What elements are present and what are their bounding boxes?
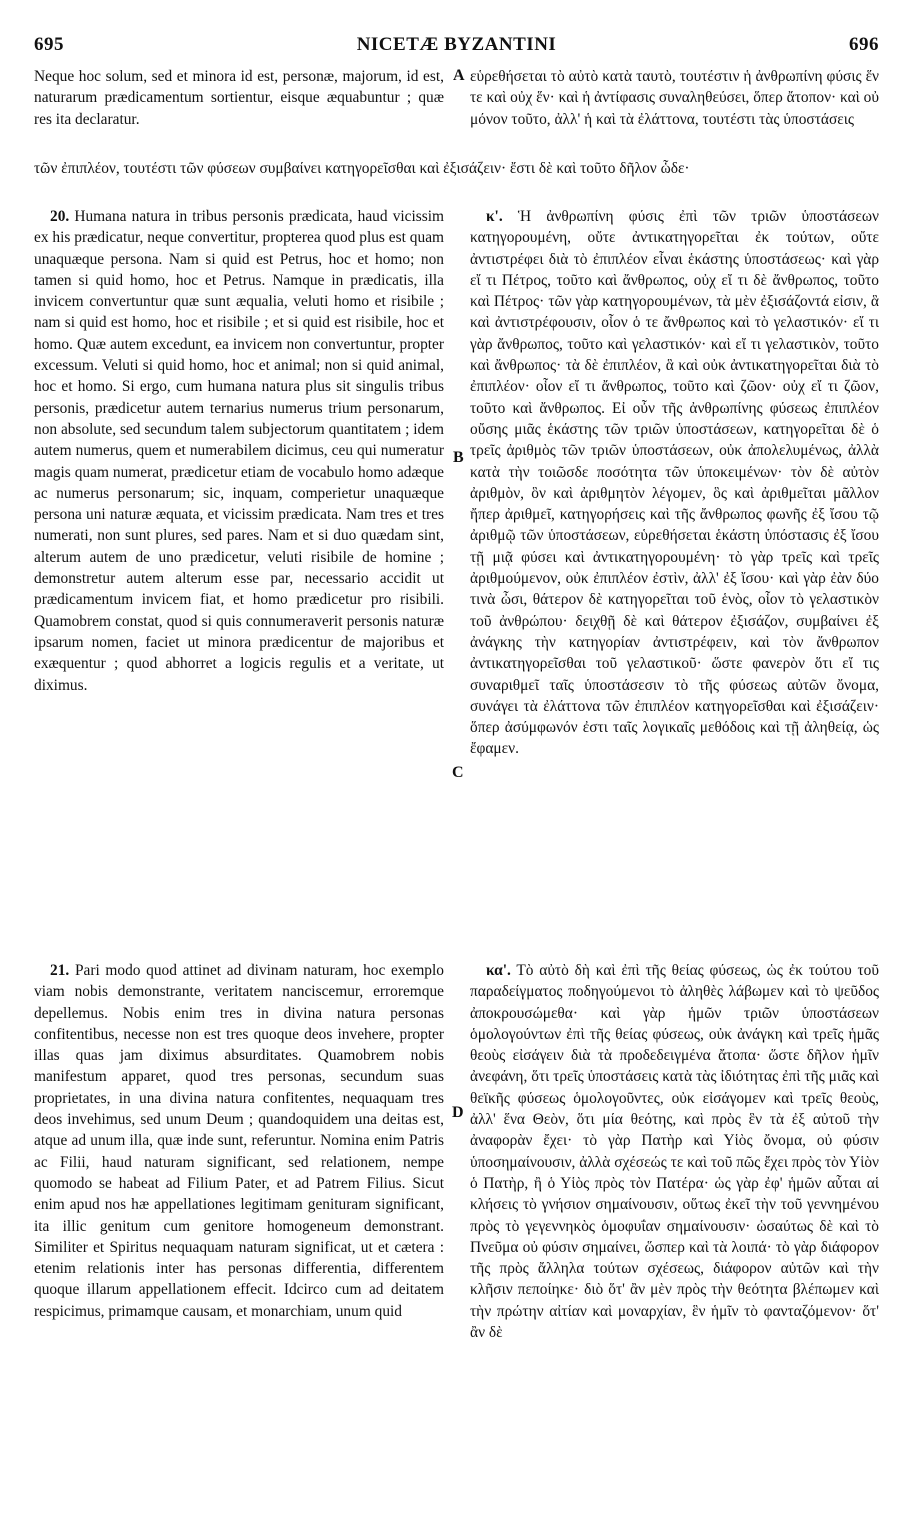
latin-section-20-text: Humana natura in tribus personis prædicata, haud vicissim ex his prædicatur, neque convertitur, propterea quod plus est quam unaquæque persona. Nam si quid est Petrus, hoc et homo; non tamen si quid homo, hoc et Petrus. Namque in prædicatis, illa invicem convertuntur quæ sunt æqualia, veluti homo et risibile ; nam si quid est homo, hoc et risibile ; et si quid est risibile, hoc et homo. Quæ autem excedunt, ea invicem non convertuntur, propter excessum. Veluti si quid homo, hoc et animal; non si quid animal, hoc et homo. Si ergo, cum humana natura plus sit singulis tribus personis, prædicetur autem ternarius numerus trium personarum, non absolute, sed secundum talem subjectorum quantitatem ; idem autem numerus, quem et numerabilem dicimus, ceu qui numeratur magis quam numerat, prædicetur etiam de vocabulo homo adæque ac numerus personarum; sic, inquam, comperietur unaquæque persona uni naturæ æquata, et vicissim prædicata. Nam tres et tres numerati, non sunt plures, sed pares. Nam et si duo quædam sint, alterum autem de uno prædicetur, veluti risibile de homine ; demonstretur autem alterum esse par, necessario accidit ut prædicamentum invicem fiat, et homo prædicetur pro risibili. Quamobrem constat, quod si quis connumeraverit personis naturæ ipsarum nomen, faciet ut minora prædicentur de majoribus et exæquentur ; quod abhorret a logicis regulis et a veritate, ut diximus. [34, 208, 444, 694]
latin-section-21-text: Pari modo quod attinet ad divinam naturam, hoc exemplo viam nobis demonstrante, veritatem nanciscemur, erroremque depellemus. Nobis enim tres in divina natura personas confitentibus, necesse non est tres quoque deos invehere, propter illas quas jam diximus absurditates. Quamobrem nobis manifestum apparet, quod tres personas, secundum suas proprietates, in una divina natura confitentes, nequaquam tres deos invehimus, sed unum Deum ; quandoquidem una deitas est, atque ad unum illa, quæ inde sunt, referuntur. Nomina enim Patris ac Filii, haud naturam significant, sed relationem, nempe quomodo se habeat ad Filium Pater, et ad Patrem Filius. Sicut enim apud nos hæ appellationes legitimam genituram significant, ita illic genitum cum genitore homogeneum demonstrant. Similiter et Spiritus nequaquam naturam significat, ut et cætera : etenim relationis inter has personas differentia, differentem quoque illarum appellationem effecit. Idcirco cum ad deitatem respicimus, primamque causam, et monarchiam, unum quid [34, 962, 444, 1320]
page-number-left: 695 [34, 34, 64, 55]
greek-full-width-line: τῶν ἐπιπλέον, τουτέστι τῶν φύσεων συμβαίνει κατηγορεῖσθαι καὶ ἐξισάζειν· ἔστι δὲ καὶ τοῦτο δῆλον ὧδε· [34, 160, 690, 177]
latin-intro-column [34, 66, 444, 130]
greek-section-20-text: Ἡ ἀνθρωπίνη φύσις ἐπὶ τῶν τριῶν ὑποστάσεων κατηγορουμένη, οὔτε ἀντικατηγορεῖται ἐκ τούτων, οὔτε ἀντιστρέφει διὰ τὸ ἐπιπλέον εἶναι ἑκάστης ὑποστάσεως· καὶ γὰρ εἴ τι Πέτρος, τοῦτο καὶ ἄνθρωπος, οὐχ εἴ τι δὲ ἄνθρωπος, τοῦτο καὶ Πέτρος· τῶν γὰρ κατηγορουμένων, τὰ μὲν ἐξισάζοντά εἰσιν, ἃ καὶ ἀντιστρέφουσιν, οἷον ὁ τε ἄνθρωπος καὶ τὸ γελαστικόν· εἴ τι γὰρ ἄνθρωπος, τοῦτο καὶ γελαστικόν· καὶ εἴ τι γελαστικὸν, τοῦτο καὶ ἄνθρωπος· τὰ δὲ ἐπιπλέον, ἃ καὶ οὐκ ἀντικατηγορεῖται διὰ τὸ ἐπιπλέον· οἷον εἴ τι ἄνθρωπος, τοῦτο καὶ ζῶον· οὐχ εἴ τι ζῶον, τοῦτο καὶ ἄνθρωπος. Εἰ οὖν τῆς ἀνθρωπίνης φύσεως ἐπιπλέον οὔσης μιᾶς ἑκάστης τῶν τριῶν ὑποστάσεων, κατηγορεῖται δὲ ὁ τρεῖς ἀριθμὸς τῶν τριῶν ὑποστάσεων, οὐκ ἀπολελυμένως, ἀλλὰ κατὰ τὴν τοιῶσδε ποσότητα τῶν ὑποκειμένων· τὸν δὲ αὐτὸν ἀριθμὸν, ὃν καὶ ἀριθμητὸν λέγομεν, ὃς καὶ ἀριθμεῖται μᾶλλον ἤπερ ἀριθμεῖ, κατηγορήσεις καὶ τῆς ἄνθρωπος φωνῆς ἐξ ἴσου τῷ ἀριθμῷ τῶν ὑποστάσεων, εὑρεθήσεται ἑκάστη ὑπόστασις ἐξ ἴσου τῇ μιᾷ φύσει καὶ ἀντικατηγορουμένη· τὸ γὰρ τρεῖς καὶ τρεῖς ἀριθμούμενον, οὐκ ἐπιπλέον ἐστὶν, ἀλλ' ἐξ ἴσου· καὶ γὰρ ἐὰν δύο τινὰ ὦσι, θάτερον δὲ κατηγορεῖται τοῦ ἑνὸς, οἷον τὸ γελαστικὸν τοῦ ἀνθρώπου· δειχθῇ δὲ καὶ θάτερον ἐξισάζον, συμβαίνει ἐξ ἀνάγκης τὴν κατηγορίαν ἀντιστρέφειν, καὶ τὸν ἄνθρωπον ἀντικατηγορεῖσθαι τοῦ γελαστικοῦ· ὥστε φανερὸν ὅτι εἴ τις συναριθμεῖ ταῖς ὑποστάσεσιν τὸ τῆς φύσεως αὐτῶν ὄνομα, συνάγει τὰ ἐλάττονα τῶν ἐπιπλέον κατηγορεῖσθαι καὶ ἐξισάζειν· ὅπερ ἀσύμφωνόν ἐστι ταῖς λογικαῖς μεθόδοις καὶ τῇ ἀληθείᾳ, ὡς ἔφαμεν. [470, 208, 879, 758]
latin-section-20-number: 20. [50, 208, 70, 225]
page-number-right: 696 [849, 34, 879, 55]
margin-letter-a: A [453, 67, 465, 84]
greek-section-21-text: Τὸ αὐτὸ δὴ καὶ ἐπὶ τῆς θείας φύσεως, ὡς ἐκ τούτου τοῦ παραδείγματος ποδηγούμενοι τὸ ἀληθὲς λάβωμεν καὶ τὸ ψεῦδος ἀποκρουσώμεθα· καὶ γὰρ ἡμῶν τριῶν ὑποστάσεων ὁμολογούντων ἐπὶ τῆς θείας φύσεως, οὐκ ἀνάγκη καὶ τρεῖς ἡμᾶς θεοὺς εἰσάγειν διὰ τὰ προδεδειγμένα ἄτοπα· ὥστε δῆλον ἡμῖν ἀνεφάνη, ὅτι τρεῖς ὑποστάσεις κατὰ τὰς ἰδιότητας ἐπὶ τῆς μιᾶς καὶ θεϊκῆς φύσεως ὁμολογοῦντες, οὐκ εἰσάγομεν καὶ τρεῖς θεοὺς, ἀλλ' ἕνα Θεὸν, ὅτι μία θεότης, καὶ πρὸς ἓν τὰ ἐξ αὐτοῦ τὴν ἀναφορὰν ἔχει· τὸ γὰρ Πατὴρ καὶ Υἱὸς ὄνομα, οὐ φύσιν ὑποσημαίνουσιν, ἀλλὰ σχέσεώς τε καὶ τοῦ πῶς ἔχει πρὸς τὸν Υἱὸν ὁ Πατὴρ, ἢ ὁ Υἱὸς πρὸς τὸν Πατέρα· ὡς γὰρ ἐφ' ἡμῶν αὗται αἱ κλήσεις τὸ γνήσιον σημαίνουσιν, οὕτως ἐκεῖ τὴν τοῦ γεννημένου πρὸς τὸ γεγεννηκὸς ὁμοφυΐαν σημαίνουσιν· ὡσαύτως δὲ καὶ τὸ Πνεῦμα οὐ φύσιν σημαίνει, ὥσπερ καὶ τὰ λοιπά· τὸ γὰρ διάφορον τῆς πρὸς ἄλληλα τούτων σχέσεως, διάφορον αὐτῶν καὶ τὴν κλῆσιν πεποίηκε· διὸ ὅτ' ἂν μὲν πρὸς τὴν θεότητα βλέπωμεν καὶ τὴν πρώτην αἰτίαν καὶ μοναρχίαν, ἓν ἡμῖν τὸ φανταζόμενον· ὅτ' ἂν δὲ [470, 962, 879, 1342]
running-header [34, 34, 879, 64]
greek-section-21 [470, 960, 879, 1343]
latin-section-21-number: 21. [50, 962, 70, 979]
greek-section-20 [470, 206, 879, 760]
greek-section-21-number: κα'. [486, 962, 511, 979]
latin-section-20 [34, 206, 444, 696]
greek-section-20-number: κ'. [486, 208, 503, 225]
margin-letter-b: B [453, 449, 464, 466]
greek-intro-column [470, 66, 879, 130]
latin-intro-paragraph: Neque hoc solum, sed et minora id est, personæ, majorum, id est, naturarum prædicamentum sortientur, eisque æquabuntur ; quæ res ita declaratur. [34, 68, 444, 128]
running-title: NICETÆ BYZANTINI [356, 34, 557, 55]
margin-letter-d: D [452, 1104, 464, 1121]
greek-intro-paragraph: εὑρεθήσεται τὸ αὐτὸ κατὰ ταυτὸ, τουτέστιν ἡ ἀνθρωπίνη φύσις ἕν τε καὶ οὐχ ἕν· καὶ ἡ ἀντίφασις συναληθεύσει, ὅπερ ἄτοπον· καὶ οὐ μόνον τοῦτο, ἀλλ' ἡ καὶ τὰ ἐλάττονα, τουτέστι τὰς ὑποστάσεις [470, 68, 879, 128]
latin-section-21 [34, 960, 444, 1322]
margin-letter-c: C [452, 764, 464, 781]
